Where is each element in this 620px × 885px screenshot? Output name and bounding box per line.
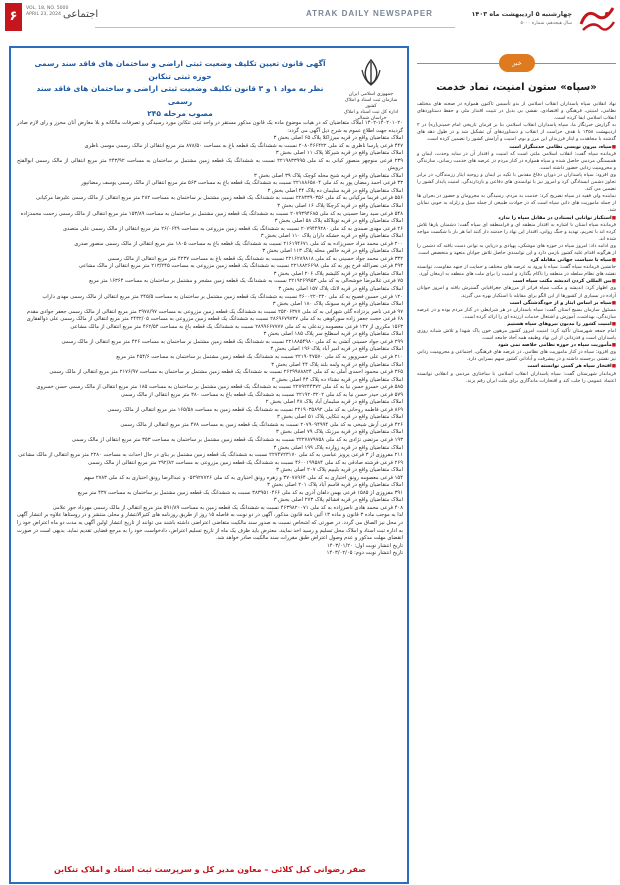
article-subheading: ■ امنیت کشور را مدیون نیروهای سپاه هستیم (417, 321, 616, 328)
notice-paragraph: املاک متقاضیان واقع در قریه تویلاکله پلاک ۵۸ اصلی بخش ۳ (274, 218, 403, 225)
notice-paragraph: ۳۳۲ فرعی محمد جواد حسینی به کد ملی ۲۲۱۶۲۸۹۸۱۸ نسبت به ششدانگ یک قطعه باغ به مساحت ۴۲۳۷ متر مربع انتقالی از مالک رسمی (107, 255, 403, 262)
notice-paragraph: املاک متقاضیان واقع در قریه بلیبیم پلاک ۲۰۷ اصلی بخش ۳ (276, 467, 403, 474)
article-paragraph: فرمانده سپاه گفت: انقلاب اسلامی ملتی است که امنیت و اقتدار آن در سایه وحدت، ایمان و همبستگی مردمی حاصل شده و سپاه همواره در کنار مردم در عرصه های خدمت رسانی، سازندگی و محرومیت زدایی حضور داشته است. (417, 150, 616, 171)
article-paragraph: فرمانده سپاه استان با اشاره به اقتدار منطقه ای و فرامنطقه ای سپاه گفت: دشمنان بارها تلاش کرده اند با تحریم، تهدید و جنگ روانی، اقتدار این نهاد را خدشه دار کنند اما هر بار با شکست مواجه شده اند. (417, 221, 616, 242)
masthead-logo-area (471, 2, 617, 38)
article-subheading: ■ سپاه بر اساس ایثار و از خودگذشتگی است (417, 300, 616, 307)
header-divider (95, 27, 455, 28)
notice-paragraph: ۱۴۰۲-۱۴۰۲۰۱۰۲۰ املاک متقاضیان که در هیات موضوع ماده یک قانون مذکور مستقر در واحد ثبتی تنکابن مورد رسیدگی و تصرفات مالکانه و بلا معارض آنان محرز و رای لازم صادر گردیده جهت اطلاع عموم به شرح ذیل آگهی می گردد: (17, 120, 403, 134)
notice-paragraph: ۵۴۸ فرعی سید رضا حسینی به کد ملی ۲۰۷۹۳۹۴۶۸۵ نسبت به ششدانگ یک قطعه زمین مشتمل بر ساختمان به مساحت ۱۵۳/۸۹ متر مربع انتقالی از مالک رسمی رحمت محمدزاده (20, 210, 403, 217)
section-name: اجتماعی (63, 9, 99, 20)
article-paragraph: وی اظهار کرد: اندیشه و مکتب سپاه فراتر از مرزهای جغرافیایی گسترش یافته و امروز جوانان آزاده در بسیاری از کشورها از این الگو برای مقابله با استکبار بهره می گیرند. (417, 285, 616, 299)
article-paragraph: وی افزود: سپاه در کنار ماموریت های نظامی، در عرصه های فرهنگی، اجتماعی و محرومیت زدایی نیز نقشی برجسته داشته و در پیشرفت و آبادانی کشور سهم بسزایی دارد. (417, 349, 616, 363)
notice-paragraph: ۲۰۰ فرعی محمد مراد حسن‌زاده به کد ملی ۲۱۶۱۹۴۶۷۱ نسبت به ششدانگ یک قطعه باغ به مساحت ۱۸۰۵ متر مربع انتقالی از مالک رسمی منصور صدری (74, 240, 403, 247)
newspaper-name: ATRAK DAILY NEWSPAPER (306, 9, 433, 18)
notice-paragraph: املاک متقاضیان واقع در قریه نشتاء ده پلاک ۴۴ اصلی بخش ۳ (271, 376, 403, 383)
notice-paragraph: ۴۲۶ فرعی آرش شیخی به کد ملی ۲۰۷۹۰۹۴۹۹۴ نسبت به ششدانگ یک قطعه زمین به مساحت ۴۷۸ متر مربع انتقالی از مالک رسمی (120, 421, 403, 428)
notice-body (17, 120, 403, 558)
article-subheading: ■ بین المللی کردن اندیشه مکتب سپاه است (417, 278, 616, 285)
notice-paragraph: ۳۳ فرعی احمد رمضان پور به کد ملی ۲۲۱۸۸۶۵۸۰۴ نسبت به ششدانگ یک قطعه باغ به مساحت ۵۶۳ متر مربع انتقالی از مالک رسمی یوسف رمضانپور (81, 180, 403, 187)
volume-date: APRIL 23, 2024 (26, 12, 61, 17)
volume-line: VOL. 18, NO. 5000 (26, 6, 69, 11)
registry-emblem (343, 58, 399, 121)
news-badge: خبر (499, 54, 535, 72)
article-paragraph: وی ادامه داد: امروز سپاه در حوزه های موشکی، پهپادی و دریایی به توانی دست یافته که دشمن را از هرگونه اقدام علیه کشور بازمی دارد و این توانمندی حاصل تلاش جوانان متعهد و متخصص است. (417, 242, 616, 256)
notice-paragraph: املاک متقاضیان واقع در قریه خشکه داران پلاک ۱۱۰ اصلی بخش ۳ (260, 233, 403, 240)
notice-title-line: آگهی قانون تعیین تکلیف وضعیت ثبتی اراضی و ساختمان های فاقد سند رسمی حوزه ثبتی تنکابن (34, 59, 326, 81)
notice-paragraph: ۴۴۷ فرعی پارسا ناظری به کد ملی ۲۰۸۰۴۶۶۴۲۲ نسبت به ششدانگ یک قطعه باغ به مساحت ۸۷۸/۵۰ متر مربع انتقالی از مالک رسمی موسی ناظری (84, 142, 403, 149)
notice-paragraph: املاک متقاضیان واقع در قریه سیونک پلاک ۱۸۰ اصلی بخش ۳ (272, 301, 403, 308)
notice-paragraph: ۳۹۱ مفروزی از ۱۵۸۵ فرعی بهمن دلفان آذری به کد ملی ۳۸۳۹۵۱۰۴۶۶ نسبت به ششدانگ یک قطعه زمین مشتمل بر ساختمان به مساحت ۴۳۷ متر مربع (77, 489, 403, 496)
notice-paragraph: ۲۳۹ فرعی منوچهر منصور کیانی به کد ملی ۲۲۱۹۸۳۳۹۹۵ نسبت به ششدانگ یک قطعه زمین مشتمل بر ساختمان به مساحت ۲۴۳/۹۲ متر مربع انتقالی از مالک رسمی ابوالفتح درویش (17, 157, 403, 172)
notice-paragraph: املاک متقاضیان واقع در قریه شیرکلا پلاک ۱۱ اصلی بخش ۳ (275, 150, 403, 157)
notice-paragraph: املاک متقاضیان واقع در قریه خالص محله پلاک ۱۱۳ اصلی بخش ۳ (262, 248, 403, 255)
notice-paragraph: املاک متقاضیان واقع در قریه کرچکا پلاک ۱۶ اصلی بخش ۳ (277, 203, 403, 210)
notice-paragraph: املاک متقاضیان واقع در قریه شیخ محله کوچک پلاک ۳۹ اصلی بخش ۳ (254, 172, 403, 179)
notice-paragraph: ۱۵۴ فرعی معصومه رونق اختیاری به کد ملی ۳۷۰۷۸۹۶۴ و زهره رونق اختیاری به کد ملی ۰۵۲۹۲۷۷۲۶ و عبدالرضا رونق اختیاری به کد ملی ۲۷۸۳ سهم (83, 474, 403, 481)
article-paragraph: امام جمعه شهرستان تأکید کرد: امنیت امروز کشور مرهون خون پاک شهدا و تلاش شبانه روزی پاسداران است و قدردانی از این نهاد وظیفه همه آحاد جامعه است. (417, 328, 616, 342)
notice-paragraph: ۶۸ فرعی حجت جعفر زاده سورکوهی به کد ملی ۲۸۶۹۶۷۹۷۳۷ نسبت به ششدانگ یک قطعه زمین مزروعی به مساحت ۲۴۳۲/۰۵ متر مربع انتقالی از مالک رسمی علی ذوالفقاری (26, 316, 403, 323)
notice-paragraph: ۸۶۹ فرعی فاطمه روحانی به کد ملی ۲۲۱۹۰۳۵۸۹۲ نسبت به ششدانگ یک قطعه زمین به مساحت ۱۶۵/۵۸ متر مربع انتقالی از مالک رسمی (107, 406, 403, 413)
article-paragraph: نهاد انقلابی سپاه پاسداران انقلاب اسلامی از بدو تأسیس تاکنون همواره در صحنه های مختلف نظامی، امنیتی، فرهنگی و اقتصادی، نقشی بی بدیل در تثبیت اقتدار ملی و حفظ دستاوردهای انقلاب اسلامی ایفا کرده است. (417, 101, 616, 122)
notice-paragraph: املاک متقاضیان واقع در قریه تنکاپی پلاک ۵۱ اصلی بخش ۳ (276, 414, 403, 421)
notice-paragraph: ۲۹۹ فرعی جواد حسینی آتشی به کد ملی ۲۲۱۸۸۵۴۹۸۰ نسبت به ششدانگ یک قطعه زمین مشتمل بر ساختمان به مساحت ۴۲۶ متر مربع انتقالی از مالک رسمی (61, 338, 403, 345)
notice-paragraph: ۱۵۶۳ مکرری از ۱۳۷ فرعی معصومه زندعلی به کد ملی ۲۸۹۹۶۶۷۷۷۷ نسبت به ششدانگ یک قطعه باغ به مساحت ۴۶۲/۵۴ متر مربع انتقالی از مالک مشاعی (70, 323, 403, 330)
notice-paragraph: ۱۲۰ فرعی حسین فصیح به کد ملی ۴۶۰۰۲۲۰۲۳۰ نسبت به ششدانگ یک قطعه زمین مشتمل بر ساختمان به مساحت ۲۴۵/۵ متر مربع انتقالی از مالک رسمی مهدی داراب (42, 293, 403, 300)
article-paragraph: به گزارش خبرنگار ما، سپاه پاسداران انقلاب اسلامی بنا بر فرمان تاریخی امام خمینی(ره) در ۲ اردیبهشت ۱۳۵۸ با هدف حراست از انقلاب و دستاوردهای آن تشکیل شد و در طول دهه های گذشته با مجاهدت و ایثار فرزندان این مرز و بوم، امنیت و آرامش کشور را تضمین کرده است. (417, 122, 617, 143)
notice-paragraph: ۳۶۵ فرعی محمود احمدی آملی به کد ملی ۲۶۲۹۹۸۸۸۲۴ نسبت به ششدانگ یک قطعه زمین مشتمل بر ساختمان به مساحت ۲۱۷۶/۹۷ متر مربع انتقالی از مالک رسمی (49, 369, 403, 376)
notice-paragraph: ۵۵۶ فرعی فریما مرکیانی به کد ملی ۲۲۸۳۳۹۰۳۵۶ نسبت به ششدانگ یک قطعه زمین مشتمل بر ساختمان به مساحت ۲۸۲ متر مربع انتقالی از مالک رسمی علیرضا مرکیانی (36, 195, 403, 202)
emblem-caption-line: اداره کل ثبت اسناد و املاک خراسان شمالی (343, 110, 399, 121)
article-subheading: ■ استکبار توانایی ایستادن در مقابل سپاه را ندارد (417, 215, 616, 222)
issue-number: سال هیجدهم، شماره ۵۰۰۰ (520, 21, 572, 26)
registry-notice (9, 46, 409, 884)
article-subheading: ■ افتخار سپاه هر کسی توانسته است (417, 363, 616, 370)
article-paragraph: جانشین فرمانده سپاه گفت: سپاه با ورود به عرصه های مختلف و حمایت از جبهه مقاومت، توانسته نقشه های نظام سلطه در منطقه را ناکام بگذارد و امنیت را برای ملت های منطقه به ارمغان آورد. (417, 264, 616, 278)
notice-paragraph: ۹۷ فرعی ناصر یزدزاده گلی شهرانی به کد ملی ۲۵۲۰۶۳۷۷ نسبت به ششدانگ یک قطعه زمین مزروعی به مساحت ۲۹۷۸/۹۷ متر مربع انتقالی از مالک رسمی جعفر جوادی مقدم (27, 308, 403, 315)
notice-paragraph: ۱۹۳ فرعی مرتضی نژادی به کد ملی ۲۲۲۷۸۷۹۷۵۸ نسبت به ششدانگ یک قطعه زمین مشتمل بر ساختمان به مساحت ۳۵۳ متر مربع انتقالی از مالک رسمی (71, 436, 403, 443)
notice-paragraph: املاک متقاضیان واقع در قریه میرزاکلا پلاک ۶۵ اصلی بخش ۳ (273, 135, 403, 142)
article-body (417, 101, 616, 385)
notice-paragraph: املاک متقاضیان واقع در قریه مرزنک پلاک ۷۹ اصلی بخش ۳ (275, 429, 403, 436)
notice-title (25, 58, 335, 121)
notice-paragraph: ۵۷۹ فرعی حیدر حسن نیا به کد ملی ۲۲۱۹۲۰۳۲۰۲ نسبت به ششدانگ یک قطعه باغ به مساحت ۳۸۰ متر مربع انتقالی از مالک رسمی (120, 391, 403, 398)
header-left (5, 3, 99, 39)
notice-paragraph: ۷۵ فرعی غلامرضا خوشحالی به کد ملی ۲۲۱۹۲۶۹۹۵۳ نسبت به ششدانگ یک قطعه زمین مشجر و مشتمل بر ساختمان به مساحت ۱۶۳۶۴ متر مربع (89, 278, 403, 285)
notice-paragraph: ۴۰۸ فرعی محمد هادی ناصرزاده به کد ملی ۴۶۳۹۸۲۰۰۷۱ نسبت به ششدانگ یک قطعه زمین به مساحت ۵۹۱/۸۹ متر مربع انتقالی از مالک رسمی مهرداد جور علامی (52, 504, 403, 511)
notice-paragraph: تاریخ انتشار نوبت دوم: ۱۴۰۳/۰۲/۰۵ (326, 550, 403, 557)
notice-paragraph: املاک متقاضیان واقع در قریه زوارده پلاک ۱۹۹ اصلی بخش ۳ (273, 444, 403, 451)
notice-paragraph: املاک متقاضیان واقع در قریه کلیشم پلاک ۲۰۶ اصلی بخش ۳ (273, 270, 403, 277)
notice-paragraph: املاک متقاضیان واقع در قریه سلیمان آباد پلاک ۴۸ اصلی بخش ۲ (265, 399, 403, 406)
article-subheading: ■ سپاه، بیرون نویسی نظامی حدمتگزار است (417, 144, 616, 151)
side-news-column (417, 44, 616, 884)
notice-paragraph: ۲۶۹ فرعی فرشته صادقی به کد ملی ۴۶۰۰۱۹۹۵۸۴ نسبت به ششدانگ یک قطعه زمین مزروعی به مساحت ۲۹۲/۸۲ متر مربع انتقالی از مالک رسمی (88, 459, 403, 466)
article-paragraph: مسئول سازمان بسیج استان گفت: سپاه پاسداران در هر شرایطی در کنار مردم بوده و در عرصه سازندگی، بهداشت، آموزش و اشتغال خدمات ارزنده ای را ارائه کرده است. (417, 306, 616, 320)
notice-paragraph: ۵۸۵ فرعی خسرو حسن نیا به کد ملی ۲۲۷۹۲۴۴۳۷۲ نسبت به ششدانگ یک قطعه زمین مشتمل بر ساختمان به مساحت ۱۸۵ متر مربع انتقالی از مالک رسمی حسن خسروی (36, 384, 403, 391)
page-header (0, 0, 620, 40)
notice-paragraph: املاک متقاضیان واقع در قریه امیر آباد پلاک ۱۹۶ اصلی بخش ۳ (270, 346, 403, 353)
notice-paragraph: املاک متقاضیان واقع در قریه قاسم آباد پلاک ۲۰۱ اصلی بخش ۳ (267, 482, 403, 489)
notice-paragraph: تاریخ انتشار نوبت اول: ۱۴۰۳/۰۱/۲۰ (326, 542, 403, 549)
article-paragraph: وی افزود: سپاه پاسداران در دوران دفاع مقدس با تکیه بر ایمان و روحیه ایثار رزمندگان، در برابر تجاوز دشمن ایستادگی کرد و امروز نیز با توانمندی های دفاعی و بازدارندگی، امنیت پایدار کشور را تضمین می کند. (417, 171, 616, 193)
notice-paragraph: ۲۱۰ فرعی علی خسروپور به کد ملی ۲۲۱۹۰۴۷۵۷۰ نسبت به ششدانگ یک قطعه زمین مشتمل بر ساختمان به مساحت ۲۵۴/۶ متر مربع (116, 353, 403, 360)
emblem-caption (343, 92, 399, 122)
page-number: ۶ (5, 3, 22, 31)
notice-signature: صفر رضوانی کیل کلائی – معاون مدیر کل و سرپرست ثبت اسناد و املاک تنکابن (53, 865, 367, 874)
article-subheading: ■ مأموریت سپاه در حوزه نظامی خلاصه نمی شود (417, 342, 616, 349)
notice-paragraph: املاک متقاضیان واقع در قریه فشالم پلاک ۲۷۳ اصلی بخش ۳ (273, 497, 403, 504)
emblem-caption-line: سازمان ثبت اسناد و املاک کشور (344, 98, 398, 109)
notice-paragraph: لذا به موجب ماده ۳ قانون و ماده ۱۳ آئین نامه قانون مذکور، آگهی در دو نوبت به فاصله ۱۵ روز از طریق روزنامه های کثیرالانتشار و محلی منتشر و در روستاها علاوه بر انتشار آگهی در محل نیز الصاق می گردد. در صورتی که اشخاص نسبت به صدور سند مالکیت متقاضی اعتراضی داشته باشند می توانند از تاریخ انتشار اولین آگهی به مدت دو ماه اعتراض خود را به اداره ثبت اسناد و املاک محل تسلیم و رسید اخذ نمایند. معترض باید ظرف یک ماه از تاریخ تسلیم اعتراض، دادخواست خود را به مرجع قضایی تقدیم نماید. بدیهی است در صورت انقضای مهلت مذکور و عدم وصول اعتراض طبق مقررات سند مالکیت صادر خواهد شد. (17, 512, 404, 542)
notice-paragraph: املاک متقاضیان واقع در قریه سلیمان ده پلاک ۴۴ اصلی بخش ۳ (267, 187, 403, 194)
article-title[interactable]: «سپاه» ستون امنیت، نماد خدمت (436, 82, 597, 93)
atrak-logo-icon (577, 2, 617, 36)
emblem-caption-line: جمهوری اسلامی ایران (348, 92, 394, 97)
news-header (417, 54, 616, 74)
notice-paragraph: املاک متقاضیان واقع در قریه ولمه بلند پلاک ۴۴ اصلی بخش ۳ (271, 361, 403, 368)
notice-paragraph: ۲۱۱ مفروزی از ۳ فرعی پرویز عباسی به کد ملی ۲۲۷۴۷۲۳۱۷۰ نسبت به ششدانگ یک قطعه زمین مشتمل بر بنای در حال احداث به مساحت ۲۲۸۰ متر مربع انتقالی از مالک مشاعی (18, 452, 403, 459)
notice-paragraph: املاک متقاضیان واقع در قریه اسطلخ سر پلاک ۱۸۵ اصلی بخش ۳ (263, 331, 403, 338)
iran-emblem-icon (358, 58, 384, 86)
article-paragraph: فرماندار شهرستان گفت: سپاه پاسداران انقلاب اسلامی با ساختاری مردمی و انقلابی توانسته اعتماد عمومی را جلب کند و افتخارات ماندگاری برای ملت ایران رقم بزند. (417, 370, 616, 384)
notice-title-line: نظر به مواد ۱ و ۳ قانون تکلیف وضعیت ثبتی اراضی و ساختمان های فاقد سند رسمی (36, 84, 324, 106)
notice-paragraph: ۲۶ فرعی مهدی صمدی به کد ملی ۲۰۷۹۴۴۹۲۸۰ نسبت به ششدانگ یک قطعه زمین مزروعی به مساحت ۲۶/۰۶۴۹ متر مربع انتقالی از مالک رسمی علی متصدی (62, 225, 403, 232)
issue-date: چهارشنبه ۵ اردیبهشت ماه ۱۴۰۳ (471, 10, 572, 18)
notice-title-line: مصوب مرحله ۲۴۵ (147, 109, 213, 119)
article-paragraph: نماینده ولی فقیه در سپاه تصریح کرد: خدمت به مردم، رسیدگی به محرومان و حضور در بحران ها از جمله ماموریت های ذاتی سپاه است که در حوادث طبیعی از جمله سیل و زلزله به خوبی نمایان شد. (417, 193, 616, 214)
notice-paragraph: ۴۹۳ فرعی نصرالله فرخ پور به کد ملی ۲۲۱۸۸۲۶۶۹۸ نسبت به ششدانگ یک قطعه زمین مزروعی به مساحت ۲۱۳/۲۴۵ متر مربع انتقالی از مالک مشاعی (78, 263, 403, 270)
notice-paragraph: املاک متقاضیان واقع در قریه لاتک پلاک ۱۵۷ اصلی بخش ۳ (278, 286, 403, 293)
article-subheading: ■ سپاه با سیاست جهانی مقابله کرد (417, 257, 616, 264)
